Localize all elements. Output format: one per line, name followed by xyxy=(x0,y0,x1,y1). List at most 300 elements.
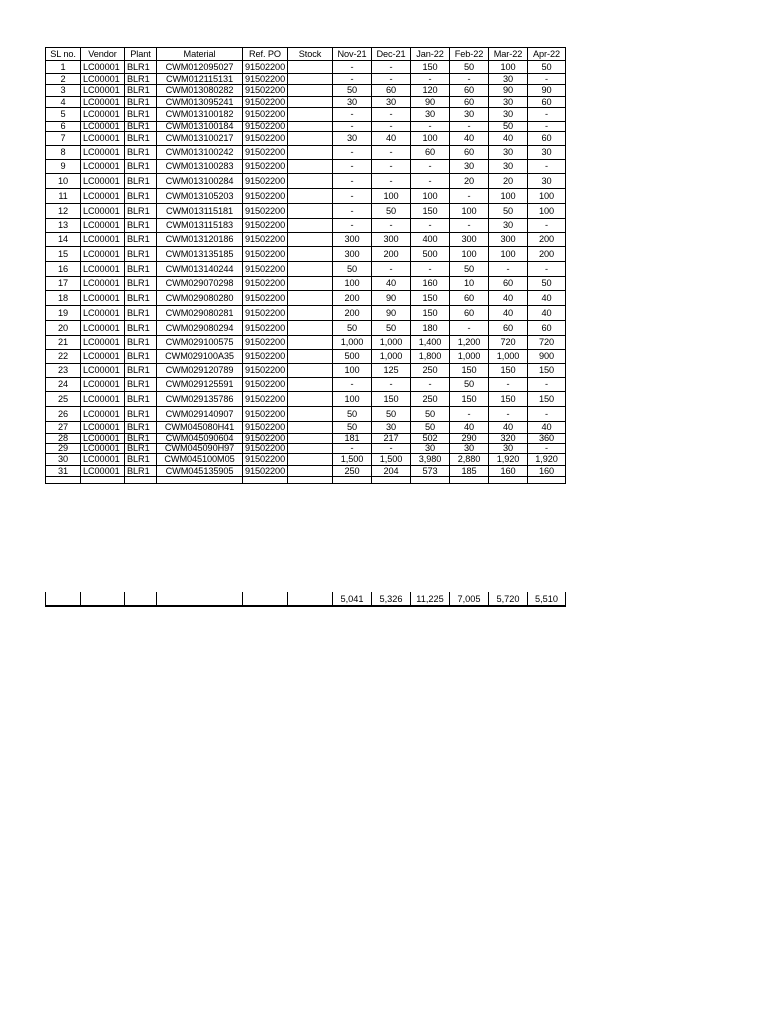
cell-material: CWM013100242 xyxy=(157,146,243,160)
cell-sl: 20 xyxy=(46,321,81,336)
cell-po: 91502200 xyxy=(243,306,288,321)
cell-stock xyxy=(288,407,333,422)
cell-plant: BLR1 xyxy=(125,277,157,291)
cell-month-value: 60 xyxy=(450,146,489,160)
cell-month-value: 30 xyxy=(489,160,528,174)
cell-plant: BLR1 xyxy=(125,378,157,392)
cell-plant: BLR1 xyxy=(125,74,157,85)
cell-material: CWM029135786 xyxy=(157,392,243,407)
table-row xyxy=(46,108,566,122)
cell-month-value: 250 xyxy=(411,364,450,378)
cell-month-value: 573 xyxy=(411,466,450,477)
cell-sl: 28 xyxy=(46,434,81,444)
cell-sl: 4 xyxy=(46,97,81,108)
cell-sl: 13 xyxy=(46,219,81,233)
cell-month-value: 30 xyxy=(489,108,528,122)
cell-month-value: 250 xyxy=(333,466,372,477)
cell-month-value: 90 xyxy=(528,85,566,97)
cell-vendor: LC00001 xyxy=(81,291,125,306)
cell-po: 91502200 xyxy=(243,466,288,477)
cell-po: 91502200 xyxy=(243,321,288,336)
cell-month-value: 20 xyxy=(489,174,528,189)
empty-cell xyxy=(157,477,243,484)
totals-row xyxy=(46,592,566,606)
cell-month-value: - xyxy=(528,74,566,85)
cell-month-value: - xyxy=(333,378,372,392)
cell-month-value: - xyxy=(372,160,411,174)
cell-stock xyxy=(288,132,333,146)
cell-month-value: 100 xyxy=(489,61,528,74)
cell-material: CWM013095241 xyxy=(157,97,243,108)
cell-po: 91502200 xyxy=(243,122,288,132)
table-row xyxy=(46,364,566,378)
table-row xyxy=(46,336,566,350)
cell-month-value: 100 xyxy=(450,204,489,219)
cell-month-value: - xyxy=(528,122,566,132)
cell-material: CWM029080294 xyxy=(157,321,243,336)
cell-stock xyxy=(288,277,333,291)
cell-stock xyxy=(288,85,333,97)
cell-month-value: 30 xyxy=(489,444,528,454)
cell-material: CWM045100M05 xyxy=(157,454,243,466)
cell-month-value: 30 xyxy=(372,422,411,434)
cell-po: 91502200 xyxy=(243,392,288,407)
cell-month-value: - xyxy=(450,189,489,204)
cell-sl: 31 xyxy=(46,466,81,477)
cell-plant: BLR1 xyxy=(125,454,157,466)
cell-month-value: - xyxy=(333,74,372,85)
cell-vendor: LC00001 xyxy=(81,122,125,132)
table-row xyxy=(46,122,566,132)
cell-month-value: - xyxy=(528,378,566,392)
cell-material: CWM029140907 xyxy=(157,407,243,422)
cell-month-value: 50 xyxy=(489,204,528,219)
cell-material: CWM045080H41 xyxy=(157,422,243,434)
cell-sl: 18 xyxy=(46,291,81,306)
cell-stock xyxy=(288,122,333,132)
cell-plant: BLR1 xyxy=(125,434,157,444)
cell-vendor: LC00001 xyxy=(81,146,125,160)
cell-vendor: LC00001 xyxy=(81,444,125,454)
cell-plant: BLR1 xyxy=(125,108,157,122)
cell-vendor: LC00001 xyxy=(81,434,125,444)
cell-sl: 30 xyxy=(46,454,81,466)
cell-po: 91502200 xyxy=(243,454,288,466)
cell-vendor: LC00001 xyxy=(81,454,125,466)
cell-month-value: 50 xyxy=(372,407,411,422)
cell-month-value: 50 xyxy=(450,262,489,277)
cell-sl: 29 xyxy=(46,444,81,454)
cell-month-value: 30 xyxy=(411,444,450,454)
cell-month-value: 90 xyxy=(372,306,411,321)
cell-po: 91502200 xyxy=(243,336,288,350)
cell-material: CWM013115183 xyxy=(157,219,243,233)
cell-month-value: 1,500 xyxy=(333,454,372,466)
cell-month-value: 60 xyxy=(489,321,528,336)
total-value: 5,326 xyxy=(372,592,411,606)
cell-month-value: - xyxy=(411,174,450,189)
cell-month-value: - xyxy=(372,61,411,74)
cell-month-value: 300 xyxy=(333,247,372,262)
table-row xyxy=(46,321,566,336)
cell-month-value: 1,000 xyxy=(450,350,489,364)
cell-month-value: 20 xyxy=(450,174,489,189)
cell-month-value: 720 xyxy=(489,336,528,350)
cell-month-value: 180 xyxy=(411,321,450,336)
cell-plant: BLR1 xyxy=(125,364,157,378)
cell-sl: 15 xyxy=(46,247,81,262)
cell-month-value: 30 xyxy=(450,108,489,122)
cell-month-value: - xyxy=(372,146,411,160)
cell-month-value: 204 xyxy=(372,466,411,477)
cell-vendor: LC00001 xyxy=(81,97,125,108)
table-row xyxy=(46,174,566,189)
cell-month-value: 150 xyxy=(528,364,566,378)
cell-month-value: 60 xyxy=(450,85,489,97)
cell-month-value: 60 xyxy=(528,132,566,146)
cell-plant: BLR1 xyxy=(125,350,157,364)
cell-material: CWM045090H97 xyxy=(157,444,243,454)
cell-month-value: - xyxy=(411,219,450,233)
cell-stock xyxy=(288,378,333,392)
cell-month-value: 185 xyxy=(450,466,489,477)
cell-po: 91502200 xyxy=(243,146,288,160)
table-row xyxy=(46,392,566,407)
total-value: 5,041 xyxy=(333,592,372,606)
cell-month-value: 150 xyxy=(489,364,528,378)
cell-month-value: - xyxy=(372,219,411,233)
empty-cell xyxy=(333,477,372,484)
cell-stock xyxy=(288,233,333,247)
cell-sl: 17 xyxy=(46,277,81,291)
cell-month-value: 30 xyxy=(489,219,528,233)
table-row xyxy=(46,422,566,434)
cell-sl: 7 xyxy=(46,132,81,146)
cell-month-value: 30 xyxy=(528,146,566,160)
cell-month-value: 30 xyxy=(489,74,528,85)
cell-month-value: 160 xyxy=(489,466,528,477)
cell-month-value: - xyxy=(489,262,528,277)
cell-stock xyxy=(288,434,333,444)
table-row xyxy=(46,454,566,466)
cell-vendor: LC00001 xyxy=(81,233,125,247)
cell-month-value: 150 xyxy=(411,291,450,306)
cell-month-value: 1,000 xyxy=(333,336,372,350)
cell-month-value: 50 xyxy=(333,422,372,434)
cell-month-value: - xyxy=(333,174,372,189)
cell-po: 91502200 xyxy=(243,74,288,85)
cell-month-value: 1,200 xyxy=(450,336,489,350)
cell-month-value: 40 xyxy=(372,277,411,291)
cell-month-value: 100 xyxy=(372,189,411,204)
cell-month-value: 300 xyxy=(372,233,411,247)
cell-month-value: - xyxy=(333,444,372,454)
cell-month-value: 30 xyxy=(411,108,450,122)
cell-stock xyxy=(288,160,333,174)
cell-po: 91502200 xyxy=(243,132,288,146)
cell-month-value: 100 xyxy=(411,189,450,204)
cell-month-value: 100 xyxy=(411,132,450,146)
cell-vendor: LC00001 xyxy=(81,392,125,407)
cell-month-value: 1,000 xyxy=(372,336,411,350)
cell-vendor: LC00001 xyxy=(81,85,125,97)
cell-plant: BLR1 xyxy=(125,247,157,262)
cell-month-value: 50 xyxy=(528,277,566,291)
cell-material: CWM045135905 xyxy=(157,466,243,477)
cell-month-value: 40 xyxy=(372,132,411,146)
cell-month-value: 1,000 xyxy=(489,350,528,364)
cell-month-value: 200 xyxy=(333,291,372,306)
cell-sl: 14 xyxy=(46,233,81,247)
table-row xyxy=(46,160,566,174)
cell-po: 91502200 xyxy=(243,277,288,291)
table-row xyxy=(46,61,566,74)
cell-po: 91502200 xyxy=(243,85,288,97)
cell-stock xyxy=(288,466,333,477)
cell-month-value: - xyxy=(411,160,450,174)
cell-month-value: 50 xyxy=(489,122,528,132)
cell-stock xyxy=(288,219,333,233)
cell-month-value: 50 xyxy=(372,321,411,336)
column-header: Apr-22 xyxy=(528,48,566,61)
cell-month-value: - xyxy=(450,74,489,85)
cell-po: 91502200 xyxy=(243,97,288,108)
cell-month-value: - xyxy=(411,74,450,85)
cell-material: CWM013100284 xyxy=(157,174,243,189)
cell-month-value: 100 xyxy=(528,204,566,219)
cell-plant: BLR1 xyxy=(125,392,157,407)
cell-stock xyxy=(288,350,333,364)
total-value: 7,005 xyxy=(450,592,489,606)
cell-plant: BLR1 xyxy=(125,336,157,350)
cell-month-value: 720 xyxy=(528,336,566,350)
cell-plant: BLR1 xyxy=(125,233,157,247)
cell-po: 91502200 xyxy=(243,378,288,392)
schedule-table xyxy=(45,47,566,484)
cell-month-value: 40 xyxy=(528,306,566,321)
cell-material: CWM029100575 xyxy=(157,336,243,350)
cell-month-value: 60 xyxy=(450,291,489,306)
cell-vendor: LC00001 xyxy=(81,108,125,122)
cell-month-value: 500 xyxy=(411,247,450,262)
cell-month-value: - xyxy=(333,160,372,174)
cell-month-value: 200 xyxy=(528,233,566,247)
cell-month-value: 60 xyxy=(528,97,566,108)
cell-vendor: LC00001 xyxy=(81,407,125,422)
cell-plant: BLR1 xyxy=(125,407,157,422)
cell-month-value: - xyxy=(489,378,528,392)
cell-vendor: LC00001 xyxy=(81,174,125,189)
cell-vendor: LC00001 xyxy=(81,132,125,146)
table-row xyxy=(46,262,566,277)
cell-vendor: LC00001 xyxy=(81,74,125,85)
cell-po: 91502200 xyxy=(243,444,288,454)
empty-cell xyxy=(157,592,243,606)
cell-vendor: LC00001 xyxy=(81,306,125,321)
cell-month-value: 60 xyxy=(489,277,528,291)
cell-po: 91502200 xyxy=(243,174,288,189)
cell-stock xyxy=(288,444,333,454)
cell-month-value: 90 xyxy=(489,85,528,97)
cell-material: CWM013080282 xyxy=(157,85,243,97)
cell-sl: 11 xyxy=(46,189,81,204)
cell-material: CWM013135185 xyxy=(157,247,243,262)
cell-month-value: 100 xyxy=(333,364,372,378)
empty-cell xyxy=(46,477,81,484)
cell-month-value: 100 xyxy=(333,392,372,407)
cell-month-value: 1,500 xyxy=(372,454,411,466)
cell-month-value: - xyxy=(333,189,372,204)
cell-stock xyxy=(288,422,333,434)
cell-sl: 26 xyxy=(46,407,81,422)
empty-cell xyxy=(288,477,333,484)
cell-plant: BLR1 xyxy=(125,160,157,174)
cell-stock xyxy=(288,262,333,277)
cell-vendor: LC00001 xyxy=(81,350,125,364)
cell-month-value: - xyxy=(489,407,528,422)
cell-month-value: - xyxy=(450,219,489,233)
empty-cell xyxy=(125,477,157,484)
cell-vendor: LC00001 xyxy=(81,204,125,219)
cell-month-value: 1,400 xyxy=(411,336,450,350)
cell-po: 91502200 xyxy=(243,422,288,434)
cell-month-value: 30 xyxy=(450,160,489,174)
cell-vendor: LC00001 xyxy=(81,336,125,350)
cell-material: CWM013100217 xyxy=(157,132,243,146)
cell-sl: 3 xyxy=(46,85,81,97)
cell-vendor: LC00001 xyxy=(81,160,125,174)
cell-sl: 10 xyxy=(46,174,81,189)
cell-month-value: 300 xyxy=(333,233,372,247)
cell-month-value: - xyxy=(333,219,372,233)
cell-month-value: - xyxy=(333,122,372,132)
cell-stock xyxy=(288,321,333,336)
column-header: Vendor xyxy=(81,48,125,61)
cell-month-value: 30 xyxy=(333,97,372,108)
cell-month-value: 40 xyxy=(489,291,528,306)
column-header: Jan-22 xyxy=(411,48,450,61)
cell-month-value: 150 xyxy=(411,204,450,219)
cell-month-value: 300 xyxy=(450,233,489,247)
cell-month-value: - xyxy=(372,108,411,122)
cell-month-value: 90 xyxy=(372,291,411,306)
cell-month-value: 200 xyxy=(333,306,372,321)
cell-month-value: 150 xyxy=(489,392,528,407)
cell-month-value: 502 xyxy=(411,434,450,444)
table-row xyxy=(46,407,566,422)
cell-stock xyxy=(288,204,333,219)
cell-month-value: 200 xyxy=(528,247,566,262)
cell-month-value: 30 xyxy=(333,132,372,146)
cell-vendor: LC00001 xyxy=(81,262,125,277)
cell-plant: BLR1 xyxy=(125,132,157,146)
blank-row xyxy=(46,477,566,484)
cell-material: CWM029070298 xyxy=(157,277,243,291)
cell-po: 91502200 xyxy=(243,350,288,364)
cell-plant: BLR1 xyxy=(125,85,157,97)
column-header: Plant xyxy=(125,48,157,61)
cell-material: CWM013140244 xyxy=(157,262,243,277)
cell-month-value: - xyxy=(528,160,566,174)
total-value: 5,510 xyxy=(528,592,566,606)
cell-sl: 21 xyxy=(46,336,81,350)
cell-month-value: 30 xyxy=(528,174,566,189)
cell-vendor: LC00001 xyxy=(81,378,125,392)
cell-sl: 6 xyxy=(46,122,81,132)
cell-month-value: 150 xyxy=(372,392,411,407)
cell-month-value: 250 xyxy=(411,392,450,407)
cell-sl: 27 xyxy=(46,422,81,434)
cell-month-value: - xyxy=(528,262,566,277)
cell-stock xyxy=(288,306,333,321)
cell-month-value: 100 xyxy=(489,247,528,262)
cell-sl: 2 xyxy=(46,74,81,85)
cell-vendor: LC00001 xyxy=(81,277,125,291)
cell-month-value: 1,920 xyxy=(489,454,528,466)
cell-month-value: 181 xyxy=(333,434,372,444)
cell-material: CWM029080280 xyxy=(157,291,243,306)
cell-month-value: 50 xyxy=(333,407,372,422)
cell-month-value: 100 xyxy=(450,247,489,262)
cell-sl: 23 xyxy=(46,364,81,378)
table-row xyxy=(46,85,566,97)
cell-month-value: - xyxy=(333,146,372,160)
empty-cell xyxy=(81,477,125,484)
cell-po: 91502200 xyxy=(243,108,288,122)
cell-material: CWM029100A35 xyxy=(157,350,243,364)
cell-month-value: 30 xyxy=(489,146,528,160)
cell-month-value: 40 xyxy=(489,422,528,434)
cell-plant: BLR1 xyxy=(125,466,157,477)
table-row xyxy=(46,466,566,477)
table-row xyxy=(46,291,566,306)
cell-vendor: LC00001 xyxy=(81,247,125,262)
cell-plant: BLR1 xyxy=(125,219,157,233)
cell-material: CWM013115181 xyxy=(157,204,243,219)
cell-stock xyxy=(288,174,333,189)
empty-cell xyxy=(81,592,125,606)
cell-month-value: 40 xyxy=(450,422,489,434)
column-header: Ref. PO xyxy=(243,48,288,61)
column-header: SL no. xyxy=(46,48,81,61)
cell-material: CWM013100184 xyxy=(157,122,243,132)
cell-month-value: - xyxy=(528,407,566,422)
cell-month-value: - xyxy=(528,108,566,122)
cell-po: 91502200 xyxy=(243,364,288,378)
cell-month-value: 125 xyxy=(372,364,411,378)
cell-sl: 12 xyxy=(46,204,81,219)
cell-sl: 24 xyxy=(46,378,81,392)
column-header: Material xyxy=(157,48,243,61)
cell-month-value: - xyxy=(450,321,489,336)
table-row xyxy=(46,378,566,392)
empty-cell xyxy=(243,592,288,606)
cell-sl: 19 xyxy=(46,306,81,321)
cell-po: 91502200 xyxy=(243,160,288,174)
cell-month-value: 40 xyxy=(489,132,528,146)
cell-po: 91502200 xyxy=(243,233,288,247)
cell-sl: 9 xyxy=(46,160,81,174)
cell-po: 91502200 xyxy=(243,407,288,422)
cell-month-value: 40 xyxy=(450,132,489,146)
cell-month-value: 60 xyxy=(450,97,489,108)
empty-cell xyxy=(372,477,411,484)
cell-material: CWM013120186 xyxy=(157,233,243,247)
cell-month-value: 120 xyxy=(411,85,450,97)
cell-vendor: LC00001 xyxy=(81,61,125,74)
cell-material: CWM013105203 xyxy=(157,189,243,204)
cell-month-value: 60 xyxy=(372,85,411,97)
